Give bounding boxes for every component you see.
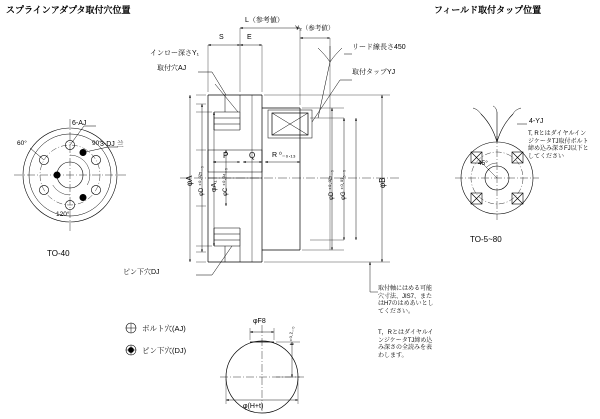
callout-tap: 取付タップYJ <box>352 69 396 76</box>
legend-bolt-hole: ボルト穴(AJ) <box>142 324 186 333</box>
dim-phiF8: φF8 <box>253 318 266 325</box>
callout-mount-hole: 取付穴AJ <box>157 65 187 72</box>
legend-pin-hole: ピン下穴(DJ) <box>142 346 187 355</box>
note-center: 取付軸にはめる可能穴寸法、JIS7、またはH7のはめあいとしてください。 <box>378 286 434 315</box>
right-view-caption: TO-5~80 <box>470 235 502 244</box>
dim-L: L（参考値） <box>245 17 284 24</box>
dim-phiA: φA <box>185 175 194 186</box>
dim-P: P <box>223 151 229 160</box>
left-view-angle-90: 90° <box>92 140 102 147</box>
dim-phiA1: φA₁ <box>211 180 218 192</box>
dim-Q: Q <box>249 151 256 160</box>
left-view-angle-60: 60° <box>17 140 27 147</box>
dim-Y2: Y₂（参考値） <box>295 25 335 32</box>
right-view-tap-label: 4-YJ <box>529 118 544 125</box>
left-view-title: スプラインアダプタ取付穴位置 <box>6 5 131 15</box>
callout-lead-wire: リード線長さ450 <box>352 44 406 51</box>
right-view-note: T, RとはダイヤルインジケータTJ取付ボルト締め込み深さFJ以下としてください <box>528 131 589 160</box>
dim-phiH: φ(H+t) <box>243 403 264 410</box>
callout-pin-hole: ピン下穴DJ <box>123 269 160 276</box>
dim-t: t ⁺⁰·²₋₀ <box>290 326 296 345</box>
callout-inlay-depth: インロー深さY₁ <box>150 50 200 57</box>
left-view-hole-label: 6-AJ <box>72 120 87 127</box>
dim-phiB: φB <box>378 177 387 188</box>
dim-E: E <box>247 34 252 41</box>
dim-phiG: φG ⁺⁰·⁰³₅₋₀ <box>341 169 347 200</box>
dim-phiD-outer: φD ⁺⁰·⁰²⁵₋₀ <box>199 165 205 196</box>
right-view-angle: 45° <box>478 160 488 167</box>
dim-R: R ⁰₋₀.₁₃ <box>272 152 296 159</box>
dim-phiD-inner: φD ⁺⁰·⁰²⁵₋₀ <box>329 169 335 200</box>
left-view-angle-120: 120° <box>56 211 70 218</box>
note-right: T，RとはダイヤルインジケータTJ締め込み深さの全読みを表わします。 <box>378 330 434 359</box>
dim-phiC: φC ⁺⁰·⁰⁴₋₀ <box>223 167 229 196</box>
left-view-pin-label: 3-DJ 兰 <box>100 141 124 148</box>
left-view-caption: TO-40 <box>47 249 70 258</box>
right-view-title: フィールド取付タップ位置 <box>434 5 542 15</box>
dim-S: S <box>219 34 224 41</box>
